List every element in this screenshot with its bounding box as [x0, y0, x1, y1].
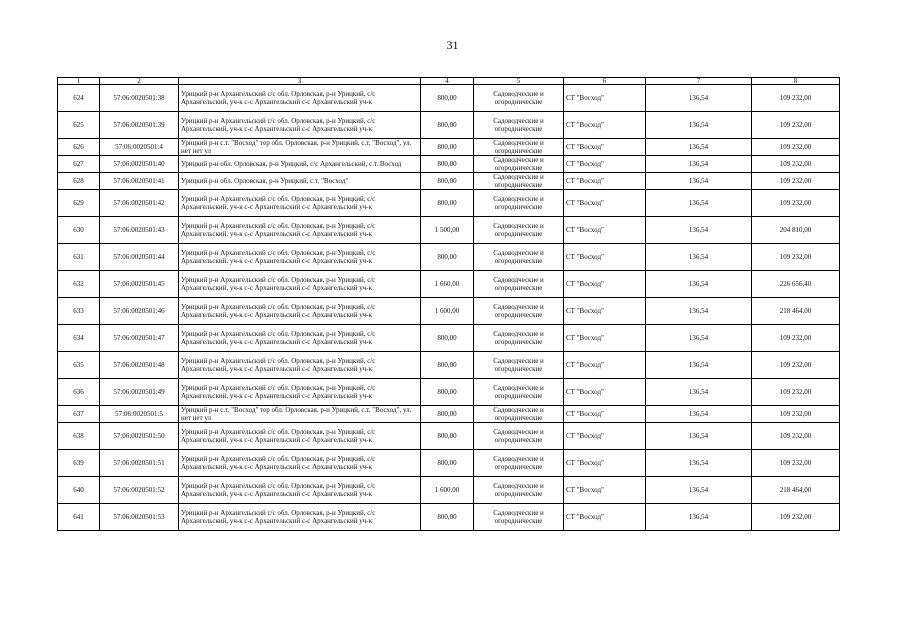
row-number-cell: 632 [58, 271, 100, 298]
row-number-cell: 638 [58, 423, 100, 450]
table-row [58, 450, 840, 477]
table-row [58, 325, 840, 352]
address-cell: Урицкий р-н Архангельский с/с обл. Орловская, р-н Урицкий, с/с Архангельский, уч-к с-с Архангельский с-с Архангельский уч-к [179, 450, 421, 477]
partnership-cell: СТ "Восход" [564, 406, 646, 423]
specific-value-cell: 136,54 [646, 325, 752, 352]
cadastral-cost-cell: 218 464,00 [752, 477, 840, 504]
specific-value-cell: 136,54 [646, 244, 752, 271]
land-use-cell: Садоводческие и огороднические [474, 139, 564, 156]
column-number: 1 [58, 78, 100, 85]
cadastral-number-cell: 57:06:0020501:53 [100, 504, 179, 531]
area-cell: 800,00 [421, 352, 474, 379]
cadastral-cost-cell: 109 232,00 [752, 244, 840, 271]
cadastral-cost-cell: 109 232,00 [752, 173, 840, 190]
column-number: 4 [421, 78, 474, 85]
area-cell: 800,00 [421, 379, 474, 406]
cadastral-number-cell: 57:06:0020501:42 [100, 190, 179, 217]
area-cell: 800,00 [421, 450, 474, 477]
cadastral-number-cell: 57:06:0020501:44 [100, 244, 179, 271]
address-cell: Урицкий р-н Архангельский с/с обл. Орловская, р-н Урицкий, с/с Архангельский, уч-к с-с Архангельский с-с Архангельский уч-к [179, 244, 421, 271]
table-row [58, 139, 840, 156]
partnership-cell: СТ "Восход" [564, 139, 646, 156]
column-number: 6 [564, 78, 646, 85]
land-use-cell: Садоводческие и огороднические [474, 217, 564, 244]
cadastral-number-cell: 57:06:0020501:41 [100, 173, 179, 190]
row-number-cell: 634 [58, 325, 100, 352]
partnership-cell: СТ "Восход" [564, 477, 646, 504]
cadastral-cost-cell: 226 656,40 [752, 271, 840, 298]
land-use-cell: Садоводческие и огороднические [474, 85, 564, 112]
specific-value-cell: 136,54 [646, 379, 752, 406]
area-cell: 800,00 [421, 325, 474, 352]
cadastral-cost-cell: 109 232,00 [752, 112, 840, 139]
land-use-cell: Садоводческие и огороднические [474, 352, 564, 379]
land-use-cell: Садоводческие и огороднические [474, 504, 564, 531]
partnership-cell: СТ "Восход" [564, 271, 646, 298]
table-row [58, 352, 840, 379]
area-cell: 800,00 [421, 85, 474, 112]
land-use-cell: Садоводческие и огороднические [474, 271, 564, 298]
partnership-cell: СТ "Восход" [564, 450, 646, 477]
cadastral-number-cell: 57:06:0020501:49 [100, 379, 179, 406]
table-row [58, 217, 840, 244]
address-cell: Урицкий р-н Архангельский с/с обл. Орловская, р-н Урицкий, с/с Архангельский, уч-к с-с Архангельский с-с Архангельский уч-к [179, 504, 421, 531]
area-cell: 1 600,00 [421, 477, 474, 504]
address-cell: Урицкий р-н с.т. "Восход" тер обл. Орловская, р-н Урицкий, с.т. "Восход", ул. нет нет ул [179, 139, 421, 156]
row-number-cell: 624 [58, 85, 100, 112]
table-row [58, 156, 840, 173]
column-number: 3 [179, 78, 421, 85]
row-number-cell: 637 [58, 406, 100, 423]
row-number-cell: 625 [58, 112, 100, 139]
land-use-cell: Садоводческие и огороднические [474, 244, 564, 271]
row-number-cell: 639 [58, 450, 100, 477]
cadastral-number-cell: 57:06:0020501:52 [100, 477, 179, 504]
area-cell: 800,00 [421, 423, 474, 450]
column-number: 5 [474, 78, 564, 85]
cadastral-cost-cell: 109 232,00 [752, 156, 840, 173]
partnership-cell: СТ "Восход" [564, 298, 646, 325]
cadastral-number-cell: 57:06:0020501:47 [100, 325, 179, 352]
partnership-cell: СТ "Восход" [564, 173, 646, 190]
cadastral-number-cell: 57:06:0020501:48 [100, 352, 179, 379]
cadastral-number-cell: 57:06:0020501:40 [100, 156, 179, 173]
address-cell: Урицкий р-н Архангельский с/с обл. Орловская, р-н Урицкий, с/с Архангельский, уч-к с-с Архангельский с-с Архангельский уч-к [179, 112, 421, 139]
row-number-cell: 628 [58, 173, 100, 190]
cadastral-cost-cell: 109 232,00 [752, 190, 840, 217]
specific-value-cell: 136,54 [646, 156, 752, 173]
land-use-cell: Садоводческие и огороднические [474, 325, 564, 352]
land-registry-table [57, 77, 840, 531]
address-cell: Урицкий р-н Архангельский с/с обл. Орловская, р-н Урицкий, с/с Архангельский, уч-к с-с Архангельский с-с Архангельский уч-к [179, 352, 421, 379]
address-cell: Урицкий р-н Архангельский с/с обл. Орловская, р-н Урицкий, с/с Архангельский, уч-к с-с Архангельский с-с Архангельский уч-к [179, 477, 421, 504]
partnership-cell: СТ "Восход" [564, 217, 646, 244]
specific-value-cell: 136,54 [646, 423, 752, 450]
specific-value-cell: 136,54 [646, 173, 752, 190]
cadastral-number-cell: 57:06:0020501:46 [100, 298, 179, 325]
table-row [58, 244, 840, 271]
cadastral-number-cell: 57:06:0020501:43 [100, 217, 179, 244]
area-cell: 800,00 [421, 190, 474, 217]
cadastral-cost-cell: 109 232,00 [752, 504, 840, 531]
cadastral-cost-cell: 109 232,00 [752, 423, 840, 450]
land-use-cell: Садоводческие и огороднические [474, 298, 564, 325]
specific-value-cell: 136,54 [646, 298, 752, 325]
partnership-cell: СТ "Восход" [564, 379, 646, 406]
address-cell: Урицкий р-н обл. Орловская, р-н Урицкий, с.т. "Восход" [179, 173, 421, 190]
partnership-cell: СТ "Восход" [564, 85, 646, 112]
area-cell: 800,00 [421, 504, 474, 531]
table-row [58, 406, 840, 423]
row-number-cell: 631 [58, 244, 100, 271]
cadastral-cost-cell: 109 232,00 [752, 325, 840, 352]
partnership-cell: СТ "Восход" [564, 156, 646, 173]
specific-value-cell: 136,54 [646, 217, 752, 244]
land-use-cell: Садоводческие и огороднические [474, 173, 564, 190]
page-number: 31 [446, 38, 459, 52]
row-number-cell: 629 [58, 190, 100, 217]
specific-value-cell: 136,54 [646, 271, 752, 298]
address-cell: Урицкий р-н Архангельский с/с обл. Орловская, р-н Урицкий, с/с Архангельский, уч-к с-с Архангельский с-с Архангельский уч-к [179, 217, 421, 244]
row-number-cell: 633 [58, 298, 100, 325]
area-cell: 800,00 [421, 112, 474, 139]
area-cell: 800,00 [421, 139, 474, 156]
column-number: 7 [646, 78, 752, 85]
cadastral-cost-cell: 109 232,00 [752, 379, 840, 406]
specific-value-cell: 136,54 [646, 406, 752, 423]
land-use-cell: Садоводческие и огороднические [474, 423, 564, 450]
cadastral-cost-cell: 109 232,00 [752, 139, 840, 156]
partnership-cell: СТ "Восход" [564, 112, 646, 139]
cadastral-cost-cell: 218 464,00 [752, 298, 840, 325]
table-row [58, 271, 840, 298]
land-use-cell: Садоводческие и огороднические [474, 112, 564, 139]
land-use-cell: Садоводческие и огороднические [474, 406, 564, 423]
address-cell: Урицкий р-н Архангельский с/с обл. Орловская, р-н Урицкий, с/с Архангельский, уч-к с-с Архангельский с-с Архангельский уч-к [179, 190, 421, 217]
area-cell: 800,00 [421, 156, 474, 173]
cadastral-number-cell: 57:06:0020501:51 [100, 450, 179, 477]
address-cell: Урицкий р-н Архангельский с/с обл. Орловская, р-н Урицкий, с/с Архангельский, уч-к с-с Архангельский с-с Архангельский уч-к [179, 423, 421, 450]
table-row [58, 298, 840, 325]
column-number-row [58, 78, 840, 85]
partnership-cell: СТ "Восход" [564, 352, 646, 379]
specific-value-cell: 136,54 [646, 352, 752, 379]
area-cell: 1 660,00 [421, 271, 474, 298]
column-number: 2 [100, 78, 179, 85]
address-cell: Урицкий р-н обл. Орловская, р-н Урицкий, с/с Архангельский, с.т. Восход [179, 156, 421, 173]
cadastral-cost-cell: 109 232,00 [752, 352, 840, 379]
area-cell: 800,00 [421, 173, 474, 190]
cadastral-cost-cell: 109 232,00 [752, 450, 840, 477]
row-number-cell: 636 [58, 379, 100, 406]
cadastral-cost-cell: 109 232,00 [752, 85, 840, 112]
land-use-cell: Садоводческие и огороднические [474, 477, 564, 504]
land-use-cell: Садоводческие и огороднические [474, 450, 564, 477]
address-cell: Урицкий р-н Архангельский с/с обл. Орловская, р-н Урицкий, с/с Архангельский, уч-к с-с Архангельский с-с Архангельский уч-к [179, 325, 421, 352]
specific-value-cell: 136,54 [646, 477, 752, 504]
row-number-cell: 635 [58, 352, 100, 379]
row-number-cell: 640 [58, 477, 100, 504]
row-number-cell: 627 [58, 156, 100, 173]
specific-value-cell: 136,54 [646, 85, 752, 112]
cadastral-number-cell: 57:06:0020501:50 [100, 423, 179, 450]
address-cell: Урицкий р-н с.т. "Восход" тер обл. Орловская, р-н Урицкий, с.т. "Восход", ул. нет нет ул [179, 406, 421, 423]
land-use-cell: Садоводческие и огороднические [474, 379, 564, 406]
cadastral-number-cell: 57:06:0020501:5 [100, 406, 179, 423]
table-row [58, 85, 840, 112]
row-number-cell: 630 [58, 217, 100, 244]
cadastral-number-cell: 57:06:0020501:4 [100, 139, 179, 156]
area-cell: 1 600,00 [421, 298, 474, 325]
table-row [58, 423, 840, 450]
row-number-cell: 641 [58, 504, 100, 531]
cadastral-number-cell: 57:06:0020501:39 [100, 112, 179, 139]
area-cell: 800,00 [421, 406, 474, 423]
land-use-cell: Садоводческие и огороднические [474, 156, 564, 173]
address-cell: Урицкий р-н Архангельский с/с обл. Орловская, р-н Урицкий, с/с Архангельский, уч-к с-с Архангельский с-с Архангельский уч-к [179, 379, 421, 406]
address-cell: Урицкий р-н Архангельский с/с обл. Орловская, р-н Урицкий, с/с Архангельский, уч-к с-с Архангельский с-с Архангельский уч-к [179, 271, 421, 298]
partnership-cell: СТ "Восход" [564, 423, 646, 450]
specific-value-cell: 136,54 [646, 190, 752, 217]
partnership-cell: СТ "Восход" [564, 190, 646, 217]
area-cell: 800,00 [421, 244, 474, 271]
column-number: 8 [752, 78, 840, 85]
land-use-cell: Садоводческие и огороднические [474, 190, 564, 217]
table-row [58, 112, 840, 139]
specific-value-cell: 136,54 [646, 450, 752, 477]
table-row [58, 477, 840, 504]
cadastral-number-cell: 57:06:0020501:38 [100, 85, 179, 112]
table-row [58, 504, 840, 531]
table-row [58, 379, 840, 406]
address-cell: Урицкий р-н Архангельский с/с обл. Орловская, р-н Урицкий, с/с Архангельский, уч-к с-с Архангельский с-с Архангельский уч-к [179, 85, 421, 112]
area-cell: 1 500,00 [421, 217, 474, 244]
cadastral-cost-cell: 204 810,00 [752, 217, 840, 244]
specific-value-cell: 136,54 [646, 112, 752, 139]
specific-value-cell: 136,54 [646, 139, 752, 156]
cadastral-number-cell: 57:06:0020501:45 [100, 271, 179, 298]
partnership-cell: СТ "Восход" [564, 325, 646, 352]
specific-value-cell: 136,54 [646, 504, 752, 531]
table-row [58, 173, 840, 190]
cadastral-cost-cell: 109 232,00 [752, 406, 840, 423]
table-row [58, 190, 840, 217]
partnership-cell: СТ "Восход" [564, 504, 646, 531]
address-cell: Урицкий р-н Архангельский с/с обл. Орловская, р-н Урицкий, с/с Архангельский, уч-к с-с Архангельский с-с Архангельский уч-к [179, 298, 421, 325]
partnership-cell: СТ "Восход" [564, 244, 646, 271]
row-number-cell: 626 [58, 139, 100, 156]
